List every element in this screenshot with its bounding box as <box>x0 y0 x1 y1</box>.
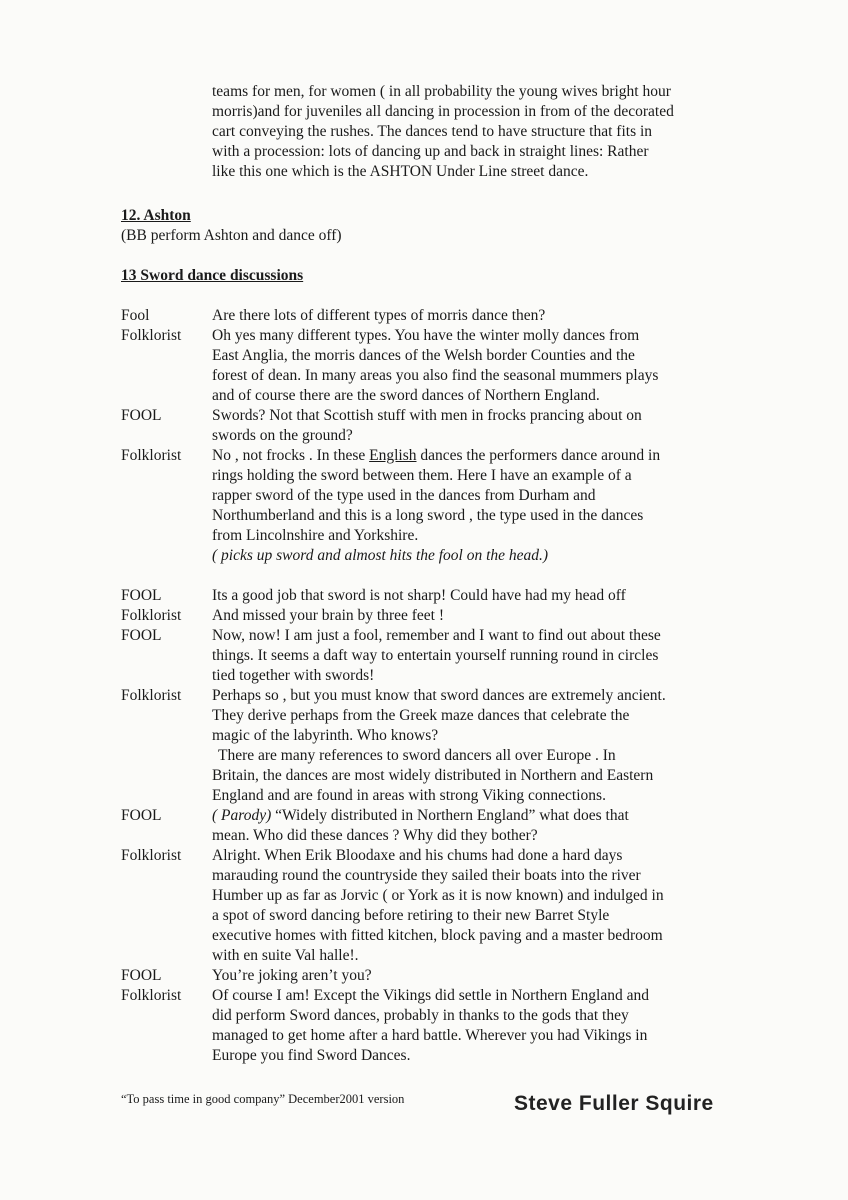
speech-fragment: No , not frocks . In these <box>212 447 370 464</box>
speech-line: did perform Sword dances, probably in thanks to the gods that they <box>212 1007 629 1024</box>
underlined-word: English <box>369 447 417 464</box>
dialogue-entry <box>121 806 741 846</box>
speech-line: They derive perhaps from the Greek maze dances that celebrate the <box>212 707 630 724</box>
speech-line: Humber up as far as Jorvic ( or York as it is now known) and indulged in <box>212 887 664 904</box>
speaker-label: FOOL <box>121 807 162 824</box>
dialogue-entry <box>121 446 741 566</box>
speech-line: Northumberland and this is a long sword , the type used in the dances <box>212 507 644 524</box>
speech-line: magic of the labyrinth. Who knows? <box>212 727 439 744</box>
speech <box>212 846 732 966</box>
speech <box>212 686 732 806</box>
speech-line: There are many references to sword dancers all over Europe . In <box>218 747 616 764</box>
section-12 <box>121 206 342 246</box>
dialogue-entry <box>121 966 741 986</box>
dialogue-entry <box>121 326 741 406</box>
speech-line: with en suite Val halle!. <box>212 947 359 964</box>
speech-line: England and are found in areas with strong Viking connections. <box>212 787 606 804</box>
dialogue <box>121 306 741 1066</box>
speech-line: Swords? Not that Scottish stuff with men in frocks prancing about on <box>212 407 642 424</box>
speech-line: swords on the ground? <box>212 427 353 444</box>
speech-line <box>212 806 732 826</box>
section-13 <box>121 266 303 286</box>
dialogue-entry <box>121 586 741 606</box>
speaker-label: FOOL <box>121 967 162 984</box>
speech-line: from Lincolnshire and Yorkshire. <box>212 527 419 544</box>
speech-line: rapper sword of the type used in the dances from Durham and <box>212 487 596 504</box>
speech-line: Oh yes many different types. You have the winter molly dances from <box>212 327 640 344</box>
dialogue-entry <box>121 606 741 626</box>
speech-line: And missed your brain by three feet ! <box>212 607 445 624</box>
speech-line: Britain, the dances are most widely distributed in Northern and Eastern <box>212 767 654 784</box>
speech-line: and of course there are the sword dances of Northern England. <box>212 387 600 404</box>
speaker-label: Folklorist <box>121 687 182 704</box>
speech-line: Of course I am! Except the Vikings did settle in Northern England and <box>212 987 649 1004</box>
spacer <box>121 566 741 586</box>
speaker-label: Folklorist <box>121 987 182 1004</box>
speaker-label: Folklorist <box>121 447 182 464</box>
speech-line: managed to get home after a hard battle. Wherever you had Vikings in <box>212 1027 648 1044</box>
speech <box>212 986 732 1066</box>
speaker-label: Folklorist <box>121 847 182 864</box>
speaker-label: FOOL <box>121 407 162 424</box>
speech-line: a spot of sword dancing before retiring to their new Barret Style <box>212 907 610 924</box>
speech <box>212 326 732 406</box>
speech-line: Its a good job that sword is not sharp! Could have had my head off <box>212 587 626 604</box>
intro-paragraph <box>212 82 732 182</box>
speaker-label: FOOL <box>121 627 162 644</box>
intro-line: morris)and for juveniles all dancing in procession in from of the decorated <box>212 103 674 120</box>
speech-line: mean. Who did these dances ? Why did they bother? <box>212 827 538 844</box>
speech <box>212 966 732 986</box>
speech-line <box>212 446 732 466</box>
dialogue-entry <box>121 306 741 326</box>
speech <box>212 586 732 606</box>
speech <box>212 606 732 626</box>
speech-line: forest of dean. In many areas you also find the seasonal mummers plays <box>212 367 659 384</box>
speaker-label: Fool <box>121 307 150 324</box>
speech-line: marauding round the countryside they sailed their boats into the river <box>212 867 641 884</box>
speech <box>212 806 732 846</box>
intro-line: with a procession: lots of dancing up and back in straight lines: Rather <box>212 143 649 160</box>
speaker-label: Folklorist <box>121 607 182 624</box>
speech-line: Perhaps so , but you must know that sword dances are extremely ancient. <box>212 687 666 704</box>
dialogue-entry <box>121 686 741 806</box>
speech-line: executive homes with fitted kitchen, block paving and a master bedroom <box>212 927 663 944</box>
stage-direction: ( picks up sword and almost hits the fool on the head.) <box>212 547 549 564</box>
intro-line: teams for men, for women ( in all probability the young wives bright hour <box>212 83 671 100</box>
speech-line: East Anglia, the morris dances of the Welsh border Counties and the <box>212 347 635 364</box>
dialogue-entry <box>121 626 741 686</box>
section-12-note: (BB perform Ashton and dance off) <box>121 227 342 244</box>
speech-line: Now, now! I am just a fool, remember and I want to find out about these <box>212 627 661 644</box>
speech <box>212 446 732 566</box>
speech-line: Alright. When Erik Bloodaxe and his chums had done a hard days <box>212 847 623 864</box>
speech <box>212 406 732 446</box>
intro-line: like this one which is the ASHTON Under Line street dance. <box>212 163 589 180</box>
section-13-title: 13 Sword dance discussions <box>121 267 304 284</box>
speech-fragment: dances the performers dance around in <box>416 447 661 464</box>
footer-caption: “To pass time in good company” December2001 version <box>121 1092 405 1106</box>
dialogue-entry <box>121 986 741 1066</box>
speaker-label: Folklorist <box>121 327 182 344</box>
stage-direction: ( Parody) <box>212 807 272 824</box>
dialogue-entry <box>121 406 741 446</box>
speech-line: rings holding the sword between them. Here I have an example of a <box>212 467 632 484</box>
speech-fragment: “Widely distributed in Northern England” what does that <box>271 807 629 824</box>
dialogue-entry <box>121 846 741 966</box>
section-12-title: 12. Ashton <box>121 207 191 224</box>
speech <box>212 626 732 686</box>
speech <box>212 306 732 326</box>
speech-line: You’re joking aren’t you? <box>212 967 372 984</box>
speaker-label: FOOL <box>121 587 162 604</box>
speech-line: Europe you find Sword Dances. <box>212 1047 411 1064</box>
speech-line: tied together with swords! <box>212 667 375 684</box>
speech-line: things. It seems a daft way to entertain yourself running round in circles <box>212 647 659 664</box>
speech-line: Are there lots of different types of morris dance then? <box>212 307 546 324</box>
footer-author: Steve Fuller Squire <box>514 1092 714 1115</box>
intro-line: cart conveying the rushes. The dances tend to have structure that fits in <box>212 123 653 140</box>
